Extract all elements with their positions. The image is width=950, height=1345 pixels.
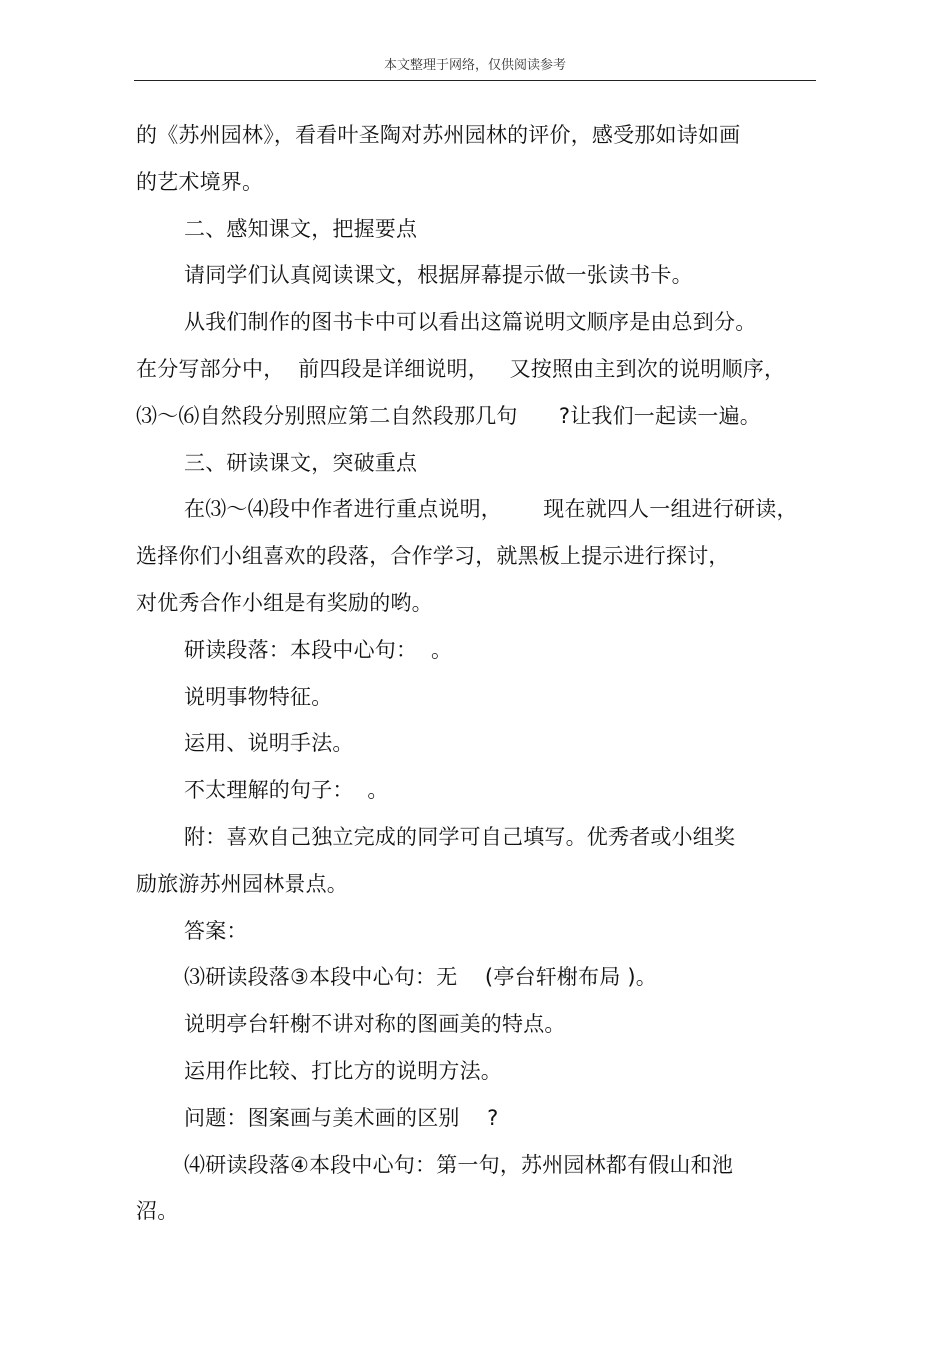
text-line: 说明亭台轩榭不讲对称的图画美的特点。 xyxy=(184,1012,566,1037)
text-line: 问题：图案画与美术画的区别 ? xyxy=(184,1105,499,1130)
header-divider xyxy=(134,80,816,81)
text-line: 选择你们小组喜欢的段落，合作学习，就黑板上提示进行探讨， xyxy=(136,544,730,569)
page-header: 本文整理于网络，仅供阅读参考 xyxy=(383,58,566,73)
answer-heading: 答案： xyxy=(184,918,248,943)
text-line: 在分写部分中， 前四段是详细说明， 又按照由主到次的说明顺序， xyxy=(136,356,786,381)
text-line: 附：喜欢自己独立完成的同学可自己填写。优秀者或小组奖 xyxy=(184,824,736,849)
text-line: ⑶研读段落③本段中心句：无 (亭台轩榭布局 )。 xyxy=(184,965,657,990)
section-heading: 二、感知课文，把握要点 xyxy=(184,216,418,241)
text-line: 不太理解的句子： 。 xyxy=(184,778,389,803)
text-line: 在⑶～⑷段中作者进行重点说明， 现在就四人一组进行研读， xyxy=(184,497,798,522)
text-line: 请同学们认真阅读课文，根据屏幕提示做一张读书卡。 xyxy=(184,263,693,288)
text-line: 的《苏州园林》，看看叶圣陶对苏州园林的评价，感受那如诗如画 xyxy=(136,123,741,147)
text-line: ⑷研读段落④本段中心句：第一句，苏州园林都有假山和池 xyxy=(184,1152,734,1177)
text-line: 说明事物特征。 xyxy=(184,684,333,709)
text-line: ⑶～⑹自然段分别照应第二自然段那几句 ?让我们一起读一遍。 xyxy=(136,403,761,428)
text-line: 运用作比较、打比方的说明方法。 xyxy=(184,1058,502,1083)
section-heading: 三、研读课文，突破重点 xyxy=(184,450,418,475)
document-body xyxy=(136,112,816,1235)
text-line: 沼。 xyxy=(136,1199,179,1224)
text-line: 运用、说明手法。 xyxy=(184,731,354,756)
text-line: 对优秀合作小组是有奖励的哟。 xyxy=(136,590,433,615)
text-line: 从我们制作的图书卡中可以看出这篇说明文顺序是由总到分。 xyxy=(184,310,757,335)
text-line: 励旅游苏州园林景点。 xyxy=(136,871,348,896)
text-line: 研读段落：本段中心句： 。 xyxy=(184,637,453,662)
text-line: 的艺术境界。 xyxy=(136,169,264,194)
